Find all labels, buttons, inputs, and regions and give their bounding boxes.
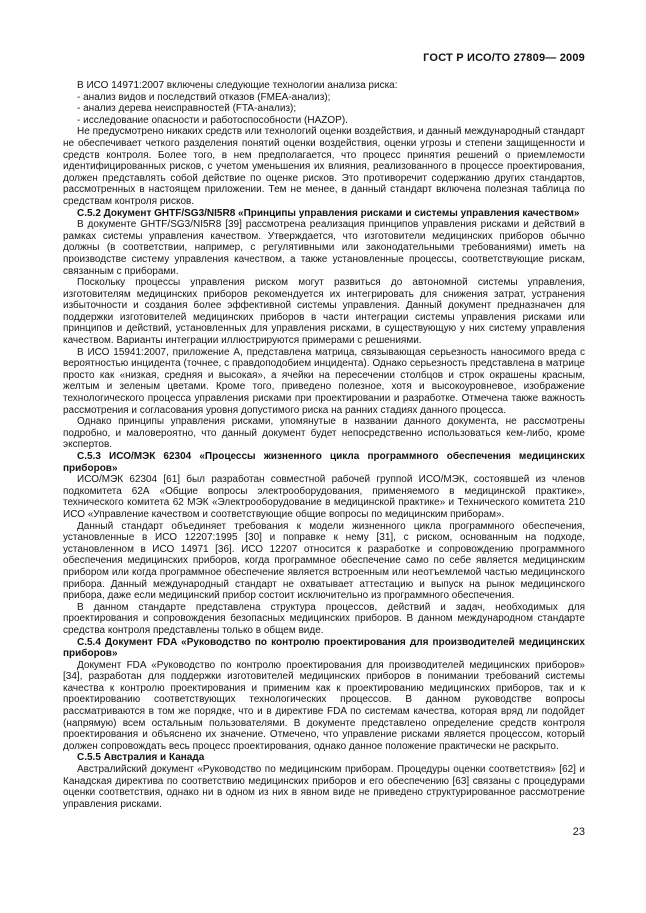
- list-item: - исследование опасности и работоспособности (HAZOP).: [77, 114, 348, 126]
- section-heading: С.5.3 ИСО/МЭК 62304 «Процессы жизненного цикла программного обеспечения медицинских приборов»: [63, 451, 585, 474]
- paragraph: Данный стандарт объединяет требования к модели жизненного цикла программного обеспечения, установленные в ИСО 12207:1995 [30] и поправке к нему [31], с риском, основанным на подходе, установленном в ИСО 14971 [36]. ИСО 12207 относится к разработке и сопровождению программного обеспечения медицинских приборов, когда программное обеспечение само по себе является медицинским прибором или когда программное обеспечение является встроенным или неотъемлемой частью медицинского прибора. Данный международный стандарт не охватывает аттестацию и выпуск на рынок медицинского прибора, даже если медицинский прибор состоит исключительно из программного обеспечения.: [63, 520, 585, 602]
- paragraph: Не предусмотрено никаких средств или технологий оценки воздействия, и данный международный стандарт не обеспечивает четкого разделения понятий оценки воздействия, оценки угрозы и степени защищенности и средств контроля. Более того, в нем предполагается, что процесс принятия решений о приемлемости идентифицированных рисков, с учетом уменьшения их влияния, реализованного в процессе проектирования, должен представлять собой действие по оценке рисков. Это противоречит содержанию других стандартов, рассмотренных в настоящем приложении. Тем не менее, в данный стандарт включена полезная таблица по средствам контроля рисков.: [63, 126, 585, 207]
- paragraph: В данном стандарте представлена структура процессов, действий и задач, необходимых для проектирования и сопровождения безопасных медицинских приборов. В данном международном стандарте средства контроля представлены только в общем виде.: [63, 601, 585, 636]
- list-item: - анализ дерева неисправностей (FTA-анализ);: [77, 103, 297, 115]
- section-heading: С.5.5 Австралия и Канада: [77, 752, 205, 764]
- document-body: [63, 80, 585, 810]
- paragraph: Поскольку процессы управления риском могут развиться до автономной системы управления, изготовителям медицинских приборов рекомендуется их интегрировать для снижения затрат, устранения избыточности и создания более эффективной системы управления. Данный документ предназначен для поддержки изготовителей медицинских приборов в части интеграции системы управления рисками или принципов и действий, установленных для управления рисками, в существующую у них систему управления качеством. Варианты интеграции иллюстрируются примерами с решениями.: [63, 277, 585, 347]
- page-number: 23: [572, 826, 585, 838]
- paragraph: Австралийский документ «Руководство по медицинским приборам. Процедуры оценки соответствия» [62] и Канадская директива по соответствию медицинских приборов и его обеспечению [63] связаны с процедурами оценки соответствия, однако ни в одном из них в явном виде не приведено структурированное рассмотрение управления рисками.: [63, 764, 585, 810]
- paragraph: ИСО/МЭК 62304 [61] был разработан совместной рабочей группой ИСО/МЭК, состоявшей из членов подкомитета 62А «Общие вопросы электрооборудования, применяемого в медицинской практике», технического комитета 62 МЭК «Электрооборудование в медицинской практике» и Технического комитета 210 ИСО «Управление качеством и соответствующие общие вопросы по медицинским приборам».: [63, 474, 585, 520]
- section-heading: С.5.2 Документ GHTF/SG3/NI5R8 «Принципы управления рисками и системы управления качеством»: [77, 207, 580, 219]
- paragraph: Однако принципы управления рисками, упомянутые в названии данного документа, не рассмотрены подробно, и маловероятно, что данный документ будет непосредственно использоваться кем-либо, кроме экспертов.: [63, 416, 585, 451]
- list-item: - анализ видов и последствий отказов (FMEA-анализ);: [77, 91, 331, 103]
- running-header: ГОСТ Р ИСО/ТО 27809— 2009: [423, 52, 585, 64]
- paragraph: Документ FDA «Руководство по контролю проектирования для производителей медицинских приборов» [34], разработан для поддержки изготовителей медицинских приборов в понимании требований системы качества к контролю проектирования и применим как к проектированию медицинских приборов, так и к проектированию соответствующих технологических процессов. В данном руководстве вопросы рассматриваются в том же порядке, что и в директиве FDA по системам качества, которая вряд ли подойдет (напрямую) всем остальным пользователями. В документе представлено определение средств контроля проектирования и объяснено их значение. Отмечено, что управление рисками является процессом, который должен сопровождать весь процесс проектирования, однако данное положение практически не раскрыто.: [63, 659, 585, 752]
- paragraph: В документе GHTF/SG3/NI5R8 [39] рассмотрена реализация принципов управления рисками и действий в рамках системы управления качеством. Утверждается, что изготовители медицинских приборов обычно должны (в соответствии, например, с регулятивными или законодательными требованиями) иметь на производстве систему управления качеством, а также установленные процессы, соответствующие рискам, связанным с приборами.: [63, 219, 585, 277]
- section-heading: С.5.4 Документ FDA «Руководство по контролю проектирования для производителей медицинских приборов»: [63, 636, 585, 660]
- paragraph: В ИСО 15941:2007, приложение А, представлена матрица, связывающая серьезность наносимого вреда с вероятностью инцидента (точнее, с правдоподобием инцидента). Однако серьезность представлена в матрице просто как «низкая, средняя и высокая», а ячейки на пересечении столбцов и строк окрашены красным, желтым и зеленым цветами. Кроме того, приведено полезное, хотя и высокоуровневое, изображение технологического процесса управления рисками при проектировании и разработке. Отмечена также важность рассмотрения и согласования уровня допустимого риска на ранних стадиях данного процесса.: [63, 346, 585, 416]
- paragraph: В ИСО 14971:2007 включены следующие технологии анализа риска:: [77, 80, 398, 91]
